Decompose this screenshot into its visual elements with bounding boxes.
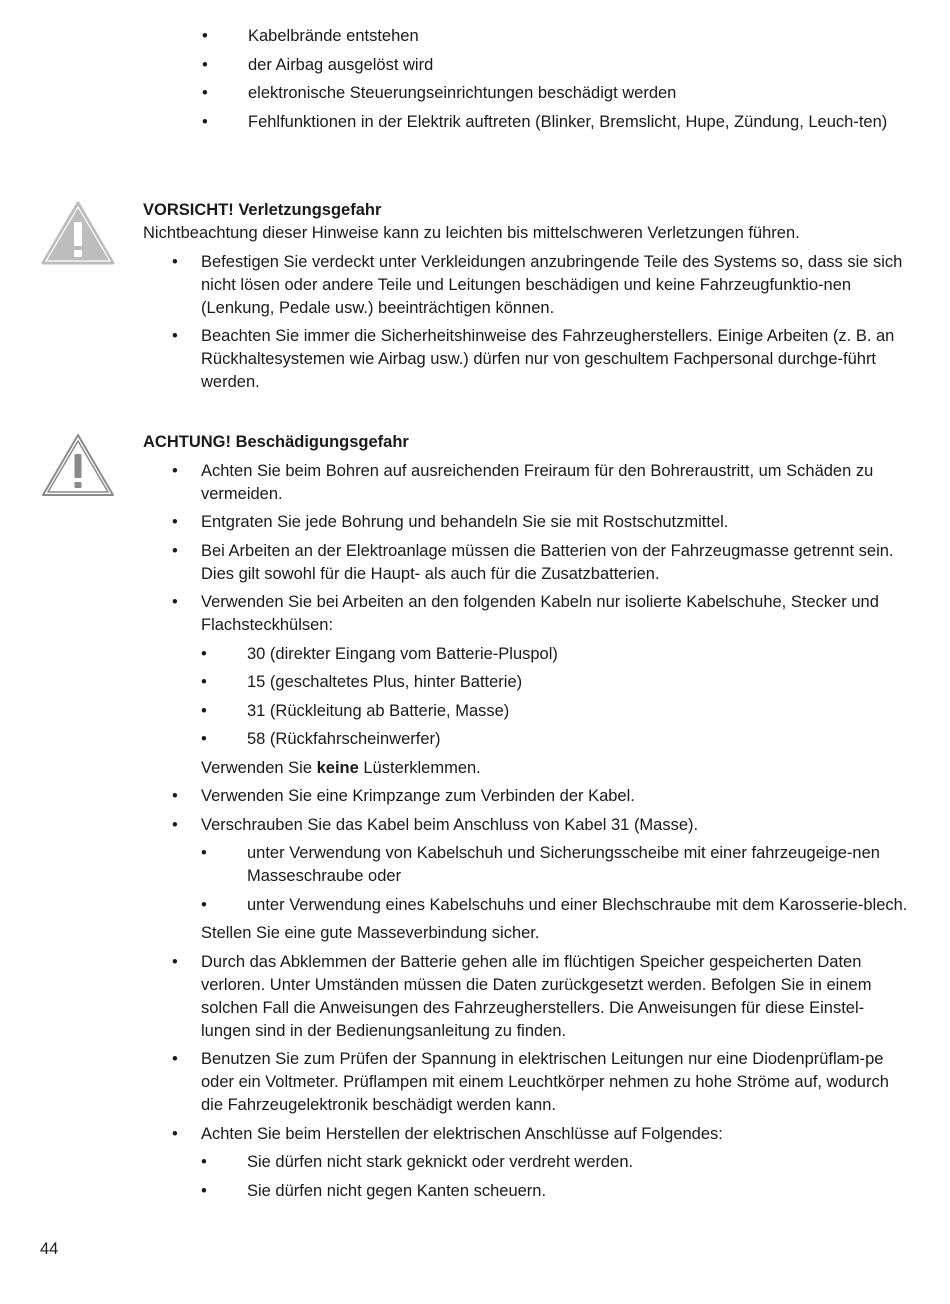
list-item: • Benutzen Sie zum Prüfen der Spannung in elektrischen Leitungen nur eine Diodenprüflam-pe oder ein Voltmeter. Prüflampen mit einem Leuchtkörper nehmen zu hohe Ströme auf, wodurch die Fahrzeugelektronik beschädigt werden kann. xyxy=(172,1050,889,1114)
caution-warning-icon xyxy=(40,200,116,266)
caution-section xyxy=(143,199,913,400)
ground-sublist-wrap xyxy=(143,842,913,917)
notice-section xyxy=(143,431,913,1208)
list-item: • 31 (Rückleitung ab Batterie, Masse) xyxy=(201,701,510,720)
connection-sublist-wrap xyxy=(143,1151,913,1203)
list-item: • Bei Arbeiten an der Elektroanlage müssen die Batterien von der Fahrzeugmasse getrennt sein. Dies gilt sowohl für die Haupt- als auch für die Zusatzbatterien. xyxy=(172,541,894,583)
cable-sublist-wrap xyxy=(143,643,913,752)
notice-list-cont2 xyxy=(143,951,913,1146)
no-terminal-blocks-note: Verwenden Sie keine Lüsterklemmen. xyxy=(201,758,481,777)
list-item: • Kabelbrände entstehen xyxy=(202,27,419,45)
list-item: • Beachten Sie immer die Sicherheitshinweise des Fahrzeugherstellers. Einige Arbeiten (z. B. an Rückhaltesystemen wie Airbag usw.) dürfen nur von geschultem Fachpersonal durchge-führt werden. xyxy=(172,327,895,391)
list-item: • unter Verwendung eines Kabelschuhs und einer Blechschraube mit dem Karosserie-blech. xyxy=(201,895,908,914)
notice-warning-icon xyxy=(40,432,116,498)
connection-sublist xyxy=(201,1151,913,1203)
list-item: • Verwenden Sie eine Krimpzange zum Verbinden der Kabel. xyxy=(172,787,635,805)
notice-list xyxy=(143,460,913,638)
caution-heading: VORSICHT! Verletzungsgefahr xyxy=(143,201,382,219)
list-item: • 15 (geschaltetes Plus, hinter Batterie) xyxy=(201,673,523,691)
cable-sublist xyxy=(201,643,913,752)
caution-intro: Nichtbeachtung dieser Hinweise kann zu leichten bis mittelschweren Verletzungen führen. xyxy=(143,224,800,242)
list-item: • Achten Sie beim Herstellen der elektrischen Anschlüsse auf Folgendes: xyxy=(172,1124,723,1143)
list-item: • 58 (Rückfahrscheinwerfer) xyxy=(201,730,441,748)
top-list xyxy=(202,25,902,139)
page-number: 44 xyxy=(40,1240,59,1258)
notice-list-cont xyxy=(143,785,913,837)
list-item: • elektronische Steuerungseinrichtungen beschädigt werden xyxy=(202,84,677,102)
list-item: • Sie dürfen nicht stark geknickt oder verdreht werden. xyxy=(201,1153,634,1171)
list-item: • Entgraten Sie jede Bohrung und behandeln Sie sie mit Rostschutzmittel. xyxy=(172,513,729,531)
list-item: • unter Verwendung von Kabelschuh und Sicherungsscheibe mit einer fahrzeugeige-nen Masseschraube oder xyxy=(201,844,880,885)
list-item: • Sie dürfen nicht gegen Kanten scheuern. xyxy=(201,1181,547,1200)
caution-list xyxy=(143,251,913,395)
list-item: • Durch das Abklemmen der Batterie gehen alle im flüchtigen Speicher gespeicherten Daten verloren. Unter Umständen müssen die Daten zurückgesetzt werden. Befolgen Sie in einem solchen Fall die Anweisungen des Fahrzeugherstellers. Die Anweisungen für diese Einstel-lungen sind in der Bedienungsanleitung zu finden. xyxy=(172,952,872,1040)
list-item: • der Airbag ausgelöst wird xyxy=(202,55,434,74)
ground-connection-note: Stellen Sie eine gute Masseverbindung sicher. xyxy=(201,924,540,942)
list-item: • Achten Sie beim Bohren auf ausreichenden Freiraum für den Bohreraustritt, um Schäden zu vermeiden. xyxy=(172,461,874,503)
ground-sublist xyxy=(201,842,913,917)
list-item: • Fehlfunktionen in der Elektrik auftreten (Blinker, Bremslicht, Hupe, Zündung, Leuch-ten) xyxy=(202,112,888,131)
list-item: • Befestigen Sie verdeckt unter Verkleidungen anzubringende Teile des Systems so, dass sie sich nicht lösen oder andere Teile und Leitungen beschädigen und keine Fahrzeugfunktio-nen (Lenkung, Pedale usw.) beeinträchtigen können. xyxy=(172,252,903,317)
list-item: • 30 (direkter Eingang vom Batterie-Pluspol) xyxy=(201,644,558,663)
list-item: • Verwenden Sie bei Arbeiten an den folgenden Kabeln nur isolierte Kabelschuhe, Stecker und Flachsteckhülsen: xyxy=(172,593,879,634)
list-item: • Verschrauben Sie das Kabel beim Anschluss von Kabel 31 (Masse). xyxy=(172,815,699,834)
notice-heading: ACHTUNG! Beschädigungsgefahr xyxy=(143,433,409,451)
